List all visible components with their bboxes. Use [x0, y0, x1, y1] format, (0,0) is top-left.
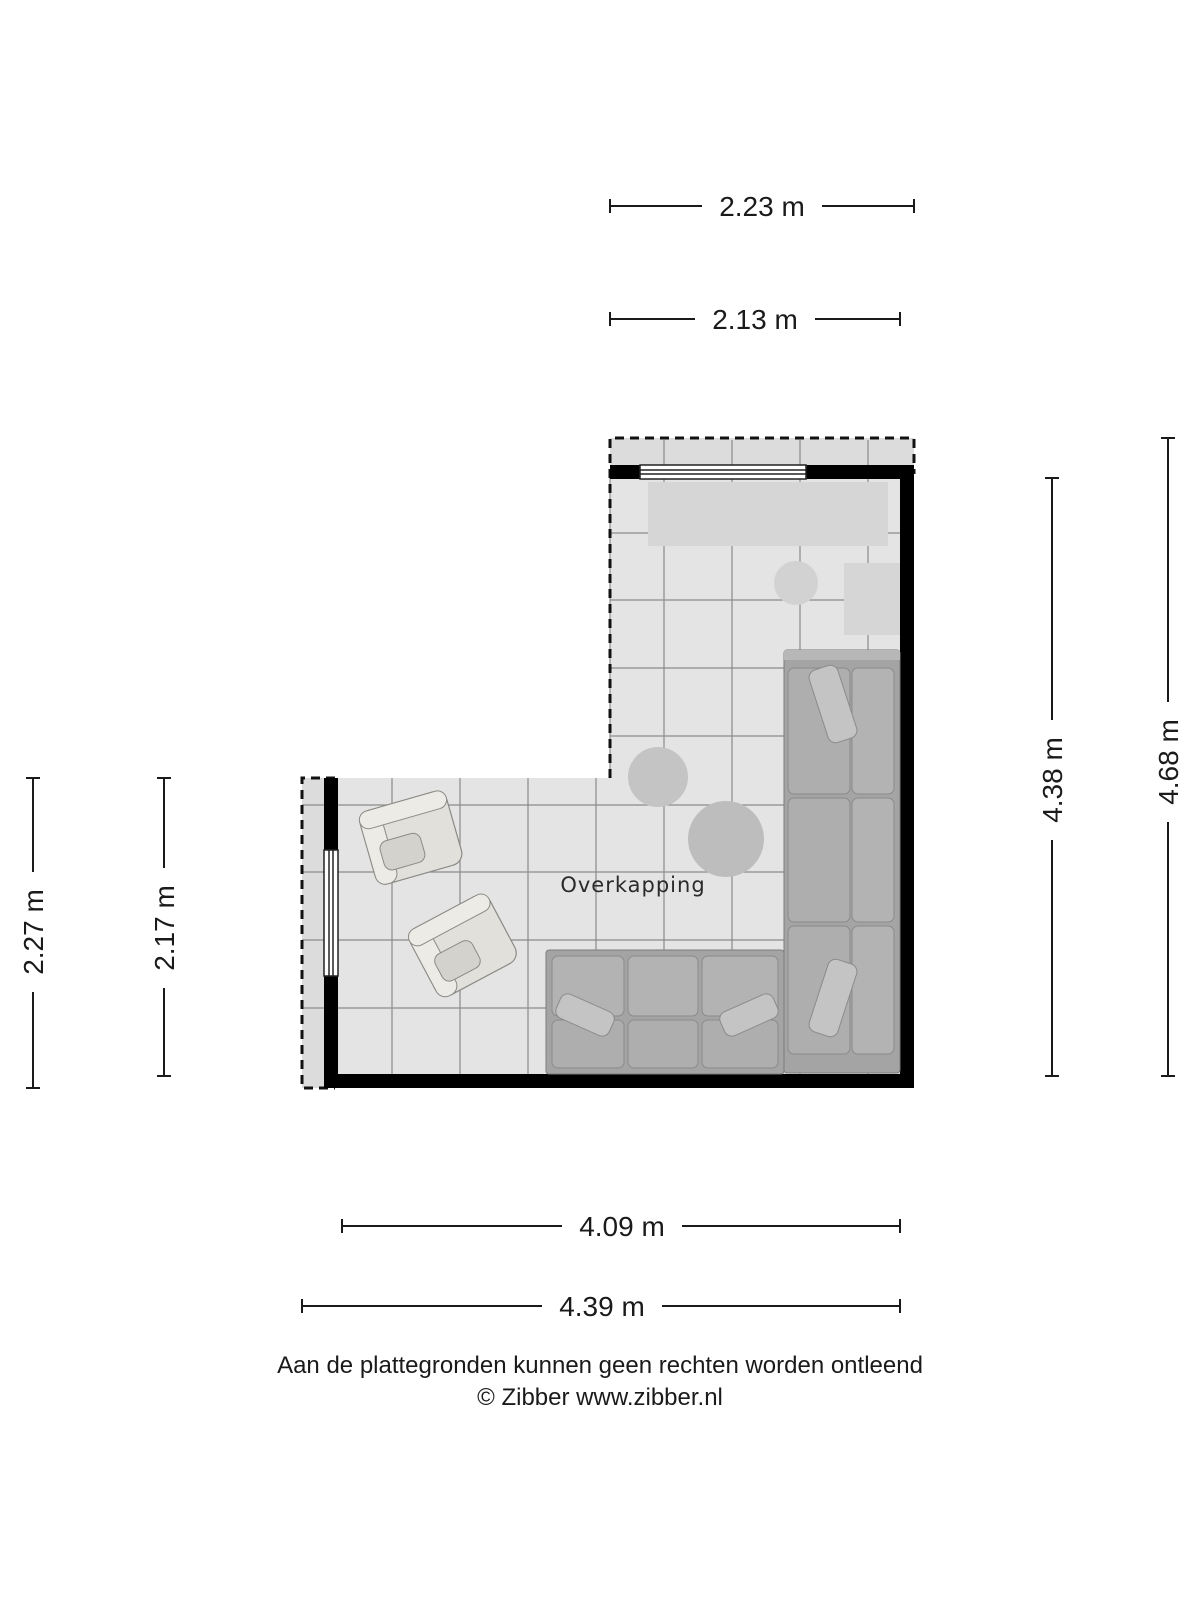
round-table-large	[688, 801, 764, 877]
dimension-bottom-outer: 4.39 m	[559, 1291, 645, 1322]
dimension-lines	[26, 199, 1175, 1313]
window-left	[324, 850, 338, 976]
dimension-right-outer: 4.68 m	[1153, 719, 1184, 805]
side-table	[844, 563, 900, 635]
dimension-left-outer: 2.27 m	[18, 889, 49, 975]
three-seat-sofa	[546, 950, 784, 1074]
dimension-left-inner: 2.17 m	[149, 885, 180, 971]
room-label: Overkapping	[560, 873, 706, 897]
round-table-small	[628, 747, 688, 807]
dimension-top-inner: 2.13 m	[712, 304, 798, 335]
disclaimer-text: Aan de plattegronden kunnen geen rechten worden ontleend	[277, 1352, 923, 1379]
corner-sofa	[784, 650, 900, 1073]
dimension-bottom-inner: 4.09 m	[579, 1211, 665, 1242]
table	[648, 482, 888, 546]
window-top	[640, 465, 806, 479]
round-stool	[774, 561, 818, 605]
dimension-top-outer: 2.23 m	[719, 191, 805, 222]
credit-text: © Zibber www.zibber.nl	[477, 1384, 723, 1411]
dimension-right-inner: 4.38 m	[1037, 737, 1068, 823]
